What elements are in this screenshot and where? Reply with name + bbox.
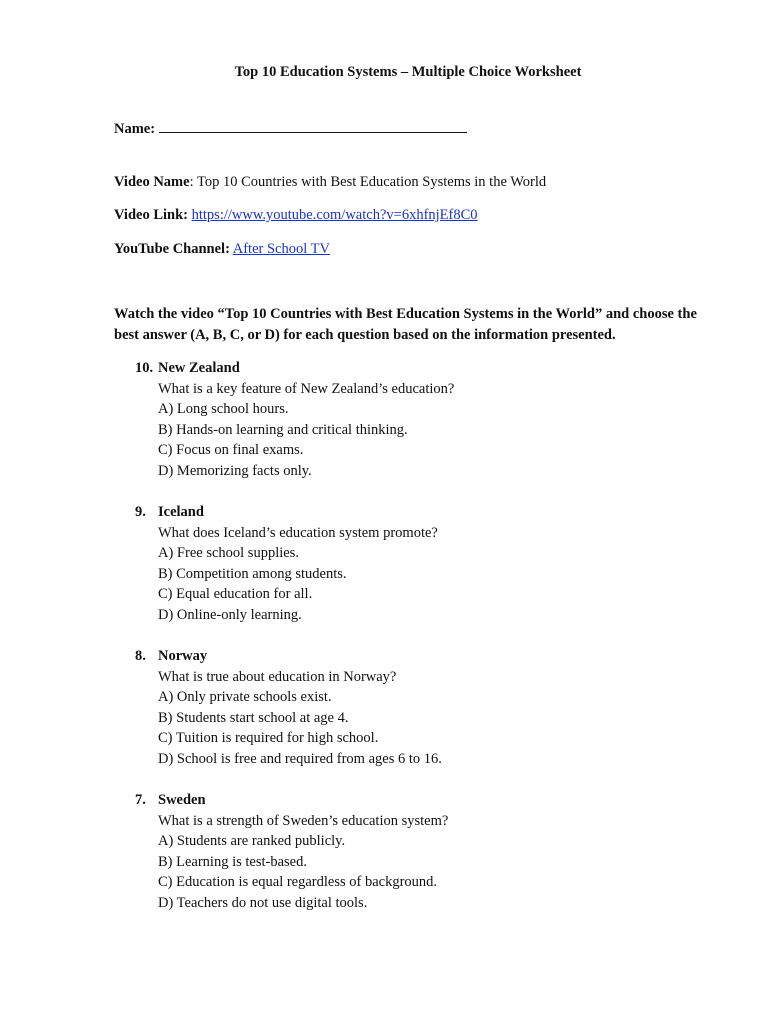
- option-b: B) Students start school at age 4.: [158, 709, 349, 726]
- question-number: 7.: [135, 792, 146, 808]
- question-number: 9.: [135, 504, 146, 520]
- video-link-line: [114, 205, 478, 225]
- option-d: D) School is free and required from ages 6 to 16.: [158, 750, 442, 767]
- question-number: 8.: [135, 648, 146, 664]
- question-country: Sweden: [158, 792, 206, 808]
- question-text: What is a key feature of New Zealand’s education?: [158, 380, 455, 397]
- channel-line: [114, 239, 330, 259]
- question-country: Norway: [158, 648, 208, 664]
- option-c: C) Education is equal regardless of background.: [158, 874, 438, 891]
- question-heading: [135, 358, 695, 379]
- option-a: A) Long school hours.: [158, 401, 289, 418]
- page-title: Top 10 Education Systems – Multiple Choice Worksheet: [234, 64, 582, 80]
- question-text: What is true about education in Norway?: [158, 668, 397, 685]
- option-d: D) Online-only learning.: [158, 606, 302, 623]
- question-country: New Zealand: [158, 360, 240, 376]
- option-b: B) Learning is test-based.: [158, 853, 307, 870]
- option-d: D) Teachers do not use digital tools.: [158, 894, 368, 911]
- question-block: [135, 790, 695, 914]
- name-blank-line[interactable]: [159, 118, 467, 133]
- option-a: A) Only private schools exist.: [158, 689, 332, 706]
- question-heading: [135, 646, 695, 667]
- question-country: Iceland: [158, 504, 204, 520]
- option-c: C) Focus on final exams.: [158, 442, 304, 459]
- name-label: Name:: [114, 121, 156, 137]
- option-b: B) Competition among students.: [158, 565, 347, 582]
- option-a: A) Students are ranked publicly.: [158, 833, 346, 850]
- channel-link[interactable]: After School TV: [232, 241, 330, 257]
- video-link[interactable]: https://www.youtube.com/watch?v=6xhfnjEf8C0: [191, 207, 478, 223]
- video-name-line: [114, 172, 546, 192]
- option-b: B) Hands-on learning and critical thinking.: [158, 421, 408, 438]
- option-c: C) Tuition is required for high school.: [158, 730, 379, 747]
- option-a: A) Free school supplies.: [158, 545, 299, 562]
- question-heading: [135, 790, 695, 811]
- option-c: C) Equal education for all.: [158, 586, 313, 603]
- video-name-label: Video Name: [114, 174, 190, 190]
- question-number: 10.: [135, 360, 154, 376]
- question-heading: [135, 502, 695, 523]
- question-text: What is a strength of Sweden’s education system?: [158, 812, 449, 829]
- video-link-label: Video Link:: [114, 207, 188, 223]
- channel-label: YouTube Channel:: [114, 241, 230, 257]
- instructions: Watch the video “Top 10 Countries with Best Education Systems in the World” and choose the best answer (A, B, C, or D) for each question based on the information presented.: [114, 306, 697, 343]
- option-d: D) Memorizing facts only.: [158, 462, 312, 479]
- question-block: [135, 358, 695, 482]
- question-text: What does Iceland’s education system promote?: [158, 524, 438, 541]
- question-block: [135, 646, 695, 770]
- question-block: [135, 502, 695, 626]
- video-name-value: : Top 10 Countries with Best Education Systems in the World: [189, 174, 547, 190]
- name-field: [114, 118, 467, 139]
